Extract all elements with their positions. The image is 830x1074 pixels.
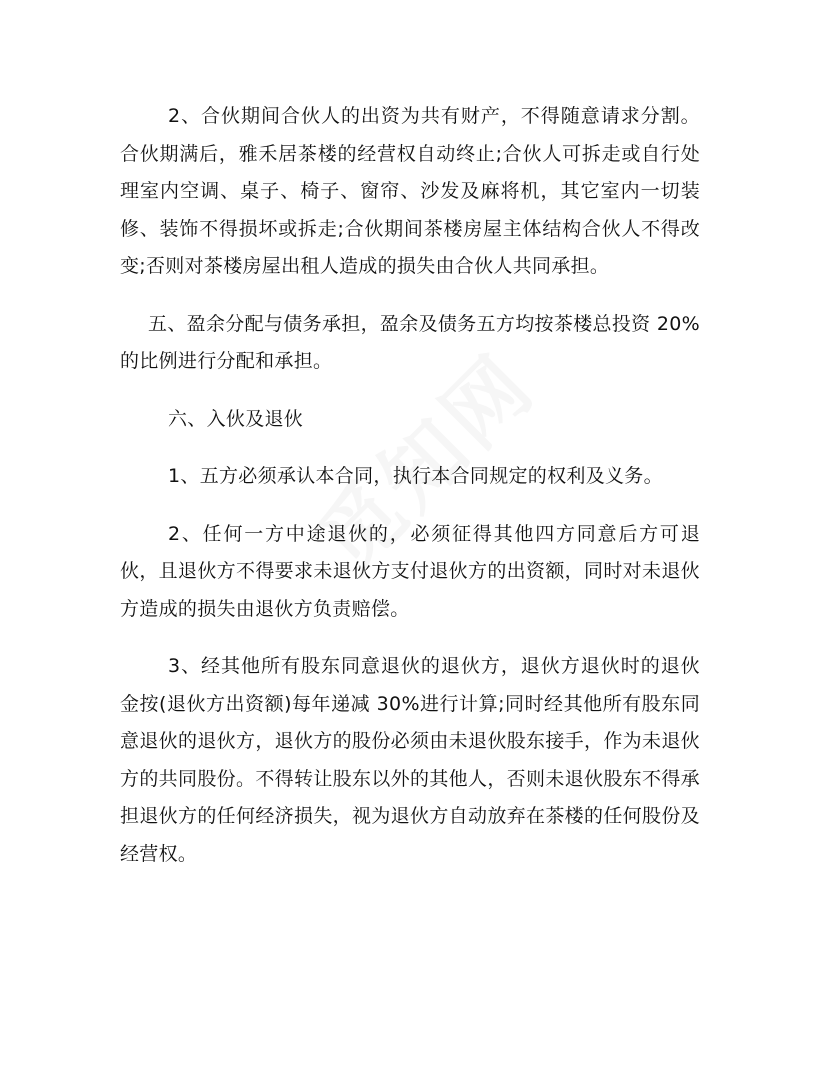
paragraph-profit-debt: 五、盈余分配与债务承担，盈余及债务五方均按茶楼总投资 20%的比例进行分配和承担。 [120,312,700,372]
section-heading-join-withdraw: 六、入伙及退伙 [168,407,304,430]
paragraph-withdrawal-compensation: 3、经其他所有股东同意退伙的退伙方，退伙方退伙时的退伙金按(退伙方出资额)每年递减 30%进行计算;同时经其他所有股东同意退伙的退伙方，退伙方的股份必须由未退伙股东接手，作为未退伙方的共同股份。不得转让股东以外的其他人，否则未退伙股东不得承担退伙方的任何经济损失，视为退伙方自动放弃在茶楼的任何股份及经营权。 [120,655,700,865]
paragraph-midway-withdrawal: 2、任何一方中途退伙的，必须征得其他四方同意后方可退伙，且退伙方不得要求未退伙方支付退伙方的出资额，同时对未退伙方造成的损失由退伙方负责赔偿。 [120,522,700,620]
paragraph-accept-contract: 1、五方必须承认本合同，执行本合同规定的权利及义务。 [168,465,663,487]
paragraph-partnership-property: 2、合伙期间合伙人的出资为共有财产，不得随意请求分割。合伙期满后，雅禾居茶楼的经营权自动终止;合伙人可拆走或自行处理室内空调、桌子、椅子、窗帘、沙发及麻将机，其它室内一切装修、装饰不得损坏或拆走;合伙期间茶楼房屋主体结构合伙人不得改变;否则对茶楼房屋出租人造成的损失由合伙人共同承担。 [120,105,700,277]
document-body [120,98,700,893]
